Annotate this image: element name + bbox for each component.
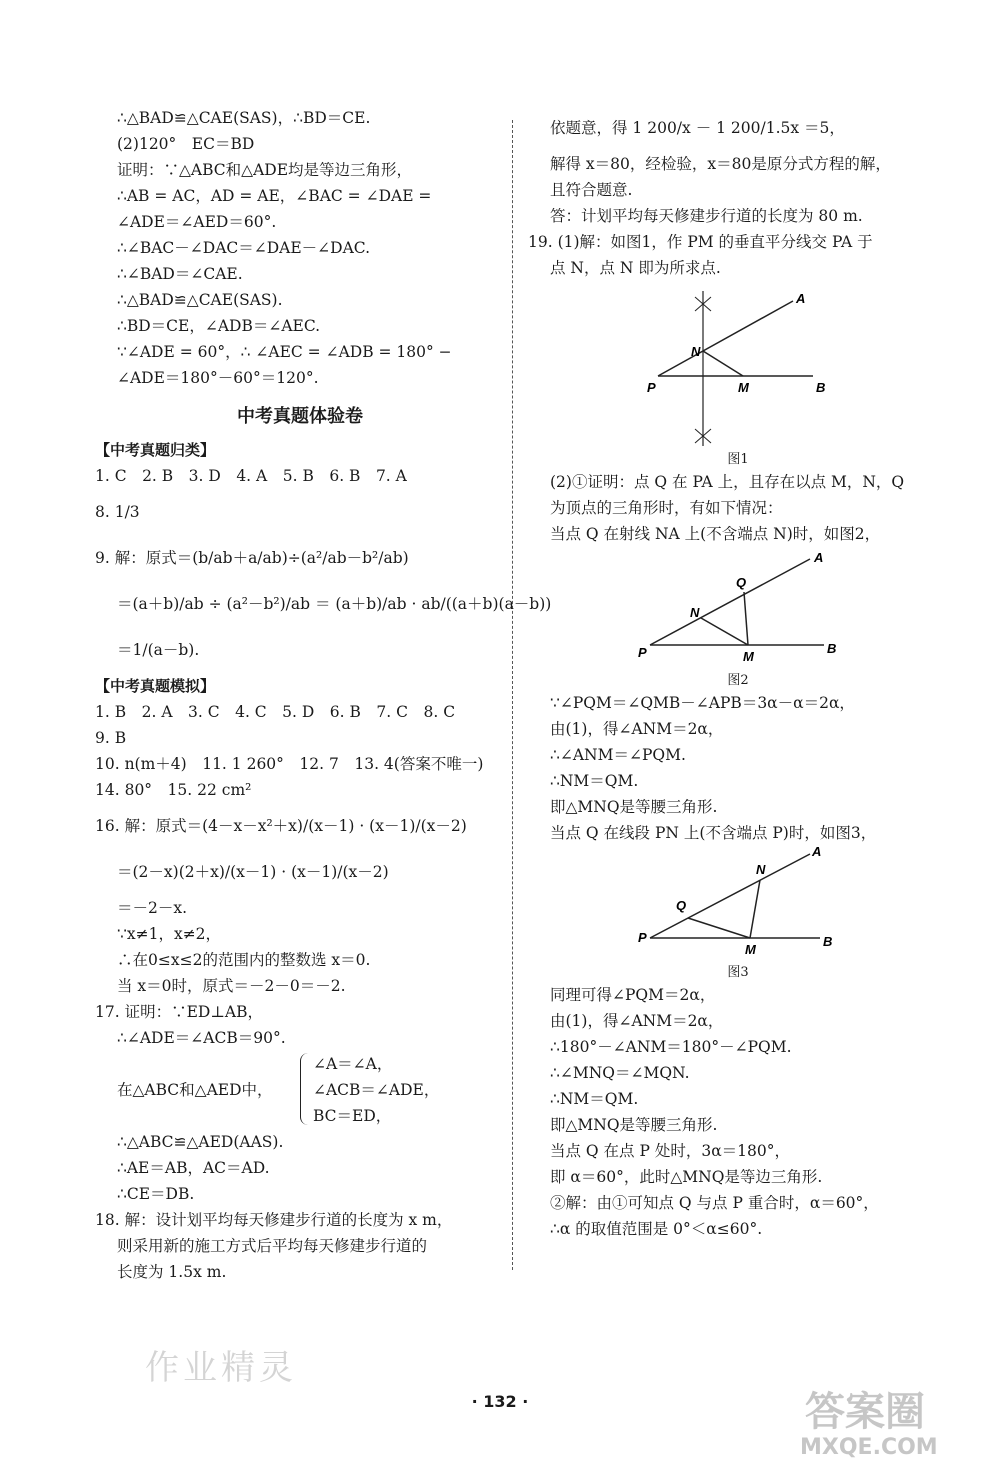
text-line: ∴α 的取值范围是 0°＜α≤60°.: [550, 1220, 763, 1238]
label-a: A: [814, 550, 824, 565]
text-line: 为顶点的三角形时，有如下情况：: [550, 499, 783, 517]
label-p: P: [647, 380, 656, 395]
text-line: ∠ADE＝180°－60°＝120°.: [117, 369, 319, 387]
text-line: 当点 Q 在点 P 处时，3α＝180°，: [550, 1142, 791, 1160]
answer-line: 在△ABC和△AED中，: [117, 1081, 273, 1099]
label-q: Q: [676, 898, 687, 913]
text-line: ∴NM＝QM.: [550, 772, 639, 790]
figure-caption: 图2: [727, 673, 749, 688]
watermark-logo: 答案圈: [805, 1389, 925, 1435]
answer-line: 长度为 1.5x m.: [117, 1263, 227, 1281]
left-column: [95, 105, 552, 1285]
text-line: 证明：∵△ABC和△ADE均是等边三角形，: [117, 161, 413, 179]
label-n: N: [756, 862, 766, 877]
text-line: ∴△BAD≌△CAE(SAS)，∴BD＝CE.: [117, 109, 371, 127]
text-line: ∴∠MNQ＝∠MQN.: [550, 1064, 690, 1082]
label-m: M: [745, 942, 756, 957]
system-brace: [300, 1053, 311, 1125]
answer-line: 14. 80° 15. 22 cm²: [95, 781, 252, 799]
text-line: 由(1)，得∠ANM＝2α，: [550, 1012, 724, 1030]
text-line: ∵∠ADE = 60°，∴ ∠AEC = ∠ADB = 180° −: [117, 343, 452, 361]
equation-system-block: [95, 1051, 505, 1129]
label-a: A: [796, 291, 806, 306]
text-line: ∠ADE＝∠AED＝60°.: [117, 213, 277, 231]
system-line: BC＝ED，: [313, 1107, 392, 1125]
answer-line: 16. 解：原式＝(4－x－x²＋x)/(x－1) · (x－1)/(x－2): [95, 817, 467, 835]
answer-line: ＝(a＋b)/ab ÷ (a²－b²)/ab ＝ (a＋b)/ab · ab/((a＋b)(a－b)): [117, 595, 552, 613]
label-b: B: [827, 641, 837, 656]
section-heading: 【中考真题模拟】: [95, 677, 216, 695]
text-line: ②解：由①可知点 Q 与点 P 重合时，α＝60°，: [550, 1194, 879, 1212]
answer-line: 1. B 2. A 3. C 4. C 5. D 6. B 7. C 8. C: [95, 703, 456, 721]
watermark-url: MXQE.COM: [800, 1435, 938, 1460]
label-p: P: [638, 930, 647, 945]
segment-nm: [701, 618, 748, 645]
right-column: [528, 105, 948, 1242]
answer-line: ∴AE＝AB，AC＝AD.: [117, 1159, 270, 1177]
text-line: ∴△BAD≌△CAE(SAS).: [117, 291, 283, 309]
segment-nm: [703, 351, 743, 376]
text-line: ∴∠BAC－∠DAC＝∠DAE－∠DAC.: [117, 239, 371, 257]
answer-line: 10. n(m＋4) 11. 1 260° 12. 7 13. 4(答案不唯一): [95, 755, 484, 773]
text-line: 且符合题意.: [550, 181, 633, 199]
text-line: ∴BD＝CE，∠ADB＝∠AEC.: [117, 317, 321, 335]
text-line: 解得 x＝80，经检验，x＝80是原分式方程的解，: [550, 155, 891, 173]
figure-2-diagram: [528, 547, 948, 672]
text-line: 即△MNQ是等腰三角形.: [550, 1116, 718, 1134]
answer-line: ∵x≠1，x≠2，: [117, 925, 222, 943]
segment-nm: [750, 880, 760, 938]
answer-line: 1. C 2. B 3. D 4. A 5. B 6. B 7. A: [95, 467, 407, 485]
figure-3-diagram: [528, 846, 948, 964]
answer-line: 17. 证明：∵ED⊥AB，: [95, 1003, 263, 1021]
answer-line: ＝1/(a－b).: [117, 641, 200, 659]
text-line: 即△MNQ是等腰三角形.: [550, 798, 718, 816]
answer-line: ＝(2－x)(2＋x)/(x－1) · (x－1)/(x－2): [117, 863, 389, 881]
answer-line: ∴∠ADE＝∠ACB＝90°.: [117, 1029, 286, 1047]
label-a: A: [812, 846, 822, 859]
segment-qm: [688, 918, 750, 938]
text-line: 依题意，得 1 200/x － 1 200/1.5x ＝5，: [550, 119, 845, 137]
label-b: B: [823, 934, 833, 949]
section-title: 中考真题体验卷: [237, 406, 363, 427]
text-line: 由(1)，得∠ANM＝2α，: [550, 720, 724, 738]
figure-3: [528, 846, 948, 982]
section-heading: 【中考真题归类】: [95, 441, 216, 459]
label-n: N: [691, 344, 701, 359]
figure-1-diagram: [528, 281, 948, 451]
label-n: N: [690, 605, 700, 620]
answer-line: 8. 1/3: [95, 503, 140, 521]
segment-qm: [744, 592, 748, 645]
text-line: ∴AB = AC，AD = AE，∠BAC = ∠DAE =: [117, 187, 432, 205]
system-line: ∠A＝∠A，: [313, 1055, 393, 1073]
answer-line: ∴在0≤x≤2的范围内的整数选 x＝0.: [117, 951, 371, 969]
figure-caption: 图1: [727, 452, 749, 467]
label-b: B: [816, 380, 826, 395]
text-line: 当点 Q 在线段 PN 上(不含端点 P)时，如图3，: [550, 824, 877, 842]
answer-line: ∴△ABC≌△AED(AAS).: [117, 1133, 284, 1151]
text-line: 点 N，点 N 即为所求点.: [550, 259, 721, 277]
text-line: (2)120° EC＝BD: [117, 135, 255, 153]
label-m: M: [738, 380, 749, 395]
answer-line: ∴CE＝DB.: [117, 1185, 195, 1203]
text-line: ∴∠ANM＝∠PQM.: [550, 746, 686, 764]
ray-pa: [650, 559, 810, 645]
text-line: 即 α＝60°，此时△MNQ是等边三角形.: [550, 1168, 823, 1186]
text-line: 当点 Q 在射线 NA 上(不含端点 N)时，如图2，: [550, 525, 881, 543]
text-line: ∴∠BAD＝∠CAE.: [117, 265, 243, 283]
column-divider: [512, 120, 513, 1270]
page-number: · 132 ·: [471, 1392, 529, 1411]
figure-caption: 图3: [727, 965, 749, 980]
answer-line: 9. 解：原式＝(b/ab＋a/ab)÷(a²/ab－b²/ab): [95, 549, 409, 567]
text-line: (2)①证明：点 Q 在 PA 上，且存在以点 M，N，Q: [550, 473, 905, 491]
answer-line: ＝－2－x.: [117, 899, 188, 917]
text-line: 同理可得∠PQM＝2α，: [550, 986, 716, 1004]
ray-pa: [650, 854, 810, 938]
answer-line: 18. 解：设计划平均每天修建步行道的长度为 x m，: [95, 1211, 453, 1229]
label-p: P: [638, 645, 647, 660]
watermark: 作业精灵: [145, 1348, 297, 1388]
system-line: ∠ACB＝∠ADE，: [313, 1081, 440, 1099]
text-line: ∴NM＝QM.: [550, 1090, 639, 1108]
text-line: 19. (1)解：如图1，作 PM 的垂直平分线交 PA 于: [528, 233, 873, 251]
answer-line: 则采用新的施工方式后平均每天修建步行道的: [117, 1237, 428, 1255]
figure-1: [528, 281, 948, 469]
text-line: 答：计划平均每天修建步行道的长度为 80 m.: [550, 207, 863, 225]
label-m: M: [743, 649, 754, 664]
text-line: ∴180°－∠ANM＝180°－∠PQM.: [550, 1038, 792, 1056]
answer-line: 当 x＝0时，原式＝－2－0＝－2.: [117, 977, 346, 995]
answer-line: 9. B: [95, 729, 127, 747]
label-q: Q: [736, 575, 747, 590]
text-line: ∵∠PQM＝∠QMB－∠APB＝3α－α＝2α，: [550, 694, 855, 712]
figure-2: [528, 547, 948, 690]
